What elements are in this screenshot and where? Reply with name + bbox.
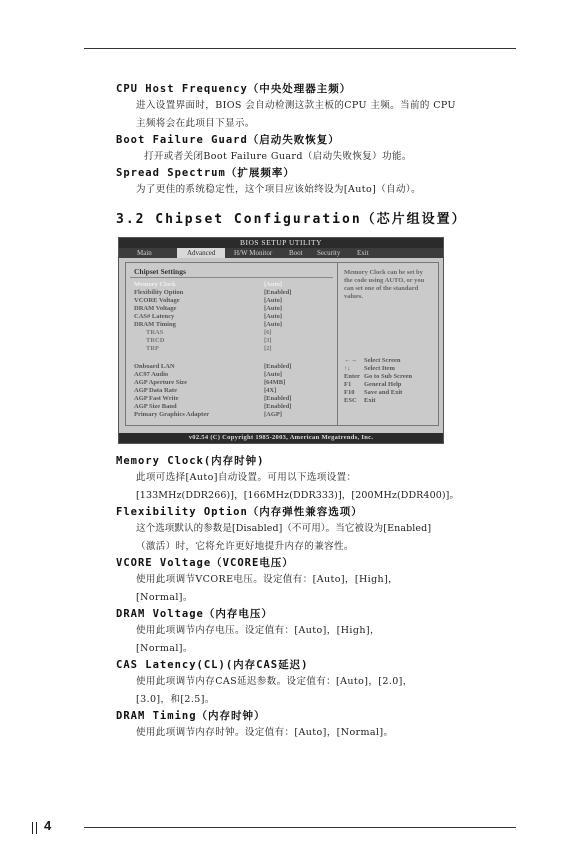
heading: CPU Host Frequency（中央处理器主频）	[116, 83, 352, 95]
section-cas-latency	[116, 658, 528, 708]
key-desc: Save and Exit	[364, 389, 403, 396]
paragraph-line: 为了更佳的系统稳定性，这个项目应该始终设为[Auto]（自动）。	[136, 184, 421, 195]
key-name: F1	[344, 381, 352, 388]
bios-body	[125, 262, 439, 426]
heading: Spread Spectrum（扩展频率）	[116, 167, 295, 179]
bios-screenshot	[118, 237, 444, 444]
paragraph-line: 使用此项调节VCORE电压。设定值有：[Auto]，[High]，	[136, 574, 399, 585]
bios-option-value[interactable]: [AGP]	[264, 411, 283, 418]
page-number: 4	[44, 818, 52, 833]
section-dram-voltage	[116, 607, 528, 657]
section-cpu-host-frequency	[116, 82, 528, 132]
bios-option-label[interactable]: DRAM Voltage	[134, 305, 177, 312]
bios-option-label[interactable]: AGP Aperture Size	[134, 379, 187, 386]
bios-option-label[interactable]: AC97 Audio	[134, 371, 169, 378]
bios-menu-hw-monitor[interactable]: H/W Monitor	[234, 249, 273, 257]
paragraph-line: 使用此项调节内存电压。设定值有：[Auto]，[High]，	[136, 625, 380, 636]
bios-option-value: [2]	[264, 345, 272, 352]
heading: Memory Clock(内存时钟)	[116, 455, 265, 467]
bios-option-value[interactable]: [Auto]	[264, 305, 283, 312]
bios-option-value[interactable]: [Enabled]	[264, 289, 292, 296]
bios-option-label: TRAS	[146, 329, 164, 336]
heading: Flexibility Option（内存弹性兼容选项）	[116, 506, 363, 518]
bios-menu-boot[interactable]: Boot	[289, 249, 303, 257]
bios-menu-advanced[interactable]: Advanced	[177, 248, 225, 258]
section-memory-clock	[116, 454, 528, 504]
bios-option-value: [6]	[264, 329, 272, 336]
section-boot-failure-guard	[116, 133, 528, 165]
section-flexibility-option	[116, 505, 528, 555]
bios-option-value[interactable]: [Enabled]	[264, 363, 292, 370]
paragraph-line: [3.0]，和[2.5]。	[136, 694, 215, 705]
section-dram-timing	[116, 709, 528, 741]
section-spread-spectrum	[116, 166, 528, 198]
bios-option-label[interactable]: Flexibility Option	[134, 289, 184, 296]
divider	[130, 277, 333, 278]
bios-menu-bar	[119, 248, 443, 258]
heading: VCORE Voltage（VCORE电压）	[116, 557, 294, 569]
bios-option-value[interactable]: [64MB]	[264, 379, 286, 386]
key-name: F10	[344, 389, 355, 396]
paragraph-line: [133MHz(DDR266)]，[166MHz(DDR333)]，[200MHz(DDR400)]。	[136, 490, 460, 501]
paragraph-line: 进入设置界面时，BIOS 会自动检测这款主板的CPU 主频。当前的 CPU	[136, 100, 456, 111]
key-legend-item	[344, 357, 412, 365]
bios-option-label[interactable]: AGP Data Rate	[134, 387, 177, 394]
bios-option-label: TRP	[146, 345, 159, 352]
bios-option-label[interactable]: AGP Size Band	[134, 403, 177, 410]
heading: CAS Latency(CL)(内存CAS延迟)	[116, 659, 309, 671]
bios-option-value[interactable]: [Auto]	[264, 313, 283, 320]
bios-key-legend	[344, 357, 412, 405]
section-vcore-voltage	[116, 556, 528, 606]
bios-option-label[interactable]: VCORE Voltage	[134, 297, 180, 304]
bottom-rule	[84, 827, 516, 828]
bios-option-value[interactable]: [Auto]	[264, 297, 283, 304]
bios-option-label[interactable]: Onboard LAN	[134, 363, 175, 370]
paragraph-line: 此项可选择[Auto]自动设置。可用以下选项设置：	[136, 472, 357, 483]
key-legend-item	[344, 397, 412, 405]
key-desc: General Help	[364, 381, 402, 388]
top-rule	[84, 48, 516, 49]
bios-help-panel	[338, 263, 438, 425]
bios-footer: v02.54 (C) Copyright 1985-2003, American Megatrends, Inc.	[119, 433, 443, 443]
bios-option-value[interactable]: [Auto]	[264, 371, 283, 378]
key-name: ESC	[344, 397, 357, 404]
bios-panel-title: Chipset Settings	[134, 267, 186, 276]
key-desc: Exit	[364, 397, 376, 404]
page-marker	[32, 822, 37, 834]
bios-menu-security[interactable]: Security	[317, 249, 341, 257]
bios-option-label[interactable]: AGP Fast Write	[134, 395, 179, 402]
paragraph-line: 使用此项调节内存CAS延迟参数。设定值有：[Auto]，[2.0]，	[136, 676, 413, 687]
bios-option-value[interactable]: [Enabled]	[264, 403, 292, 410]
key-desc: Select Item	[364, 365, 395, 372]
bios-option-value[interactable]: [4X]	[264, 387, 277, 394]
bios-option-value[interactable]: [Enabled]	[264, 395, 292, 402]
paragraph-line: 主频将会在此项目下显示。	[136, 118, 255, 129]
key-name: Enter	[344, 373, 360, 380]
paragraph-line: 打开或者关闭Boot Failure Guard（启动失败恢复）功能。	[144, 151, 412, 162]
key-desc: Go to Sub Screen	[364, 373, 413, 380]
section-title: 3.2 Chipset Configuration（芯片组设置）	[116, 212, 467, 227]
bios-settings-panel	[126, 263, 338, 425]
bios-menu-main[interactable]: Main	[137, 249, 152, 257]
paragraph-line: （激活）时，它将允许更好地提升内存的兼容性。	[136, 541, 354, 552]
bios-option-value: [3]	[264, 337, 272, 344]
key-name: ↑↓	[344, 365, 351, 372]
paragraph-line: [Normal]。	[136, 643, 193, 654]
main-content	[116, 82, 528, 742]
key-legend-item	[344, 381, 412, 389]
paragraph-line: 这个选项默认的参数是[Disabled]（不可用）。当它被设为[Enabled]	[136, 523, 432, 534]
bios-option-label[interactable]: CAS# Latency	[134, 313, 175, 320]
bios-option-label[interactable]: Memory Clock	[134, 281, 176, 288]
key-legend-item	[344, 373, 412, 381]
bios-help-text: Memory Clock can be set by the code using AUTO, or you can set one of the standard values.	[344, 269, 425, 300]
heading: DRAM Voltage（内存电压）	[116, 608, 273, 620]
heading: Boot Failure Guard（启动失败恢复）	[116, 134, 340, 146]
heading: DRAM Timing（内存时钟）	[116, 710, 266, 722]
bios-title-bar: BIOS SETUP UTILITY	[119, 238, 443, 248]
key-legend-item	[344, 389, 412, 397]
bios-option-value[interactable]: [Auto]	[264, 321, 283, 328]
key-desc: Select Screen	[364, 357, 401, 364]
paragraph-line: [Normal]。	[136, 592, 193, 603]
bios-menu-exit[interactable]: Exit	[357, 249, 369, 257]
bios-option-label: TRCD	[146, 337, 165, 344]
paragraph-line: 使用此项调节内存时钟。设定值有：[Auto]，[Normal]。	[136, 727, 394, 738]
key-legend-item	[344, 365, 412, 373]
bios-option-label[interactable]: Primary Graphics Adapter	[134, 411, 210, 418]
key-name: ←→	[344, 357, 357, 364]
bios-option-value[interactable]: [Auto]	[264, 281, 283, 288]
bios-option-label[interactable]: DRAM Timing	[134, 321, 176, 328]
